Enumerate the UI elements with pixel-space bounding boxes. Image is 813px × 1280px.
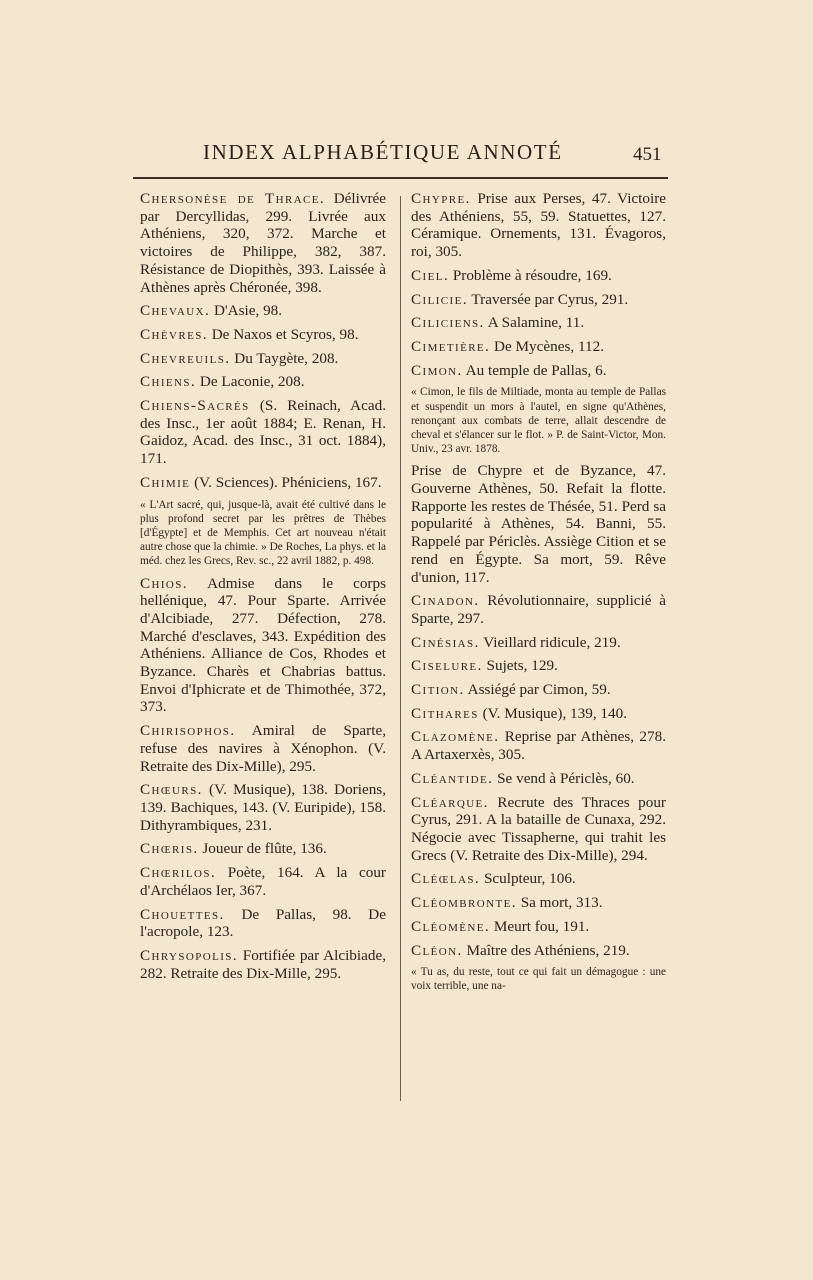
index-entry bbox=[140, 864, 386, 899]
index-entry bbox=[411, 942, 666, 960]
running-header: INDEX ALPHABÉTIQUE ANNOTÉ bbox=[203, 140, 563, 164]
index-entry bbox=[411, 362, 666, 380]
entry-headword: Chiens. bbox=[140, 373, 197, 391]
entry-headword: Chios. bbox=[140, 574, 188, 592]
index-entry bbox=[140, 350, 386, 368]
entry-text: Prise aux Perses, 47. Victoire des Athéniens, 55, 59. Statuettes, 127. Céramique. Ornements, 131. Évagoros, roi, 305. bbox=[411, 190, 666, 261]
entry-headword: Chirisophos. bbox=[140, 722, 236, 740]
entry-continuation: Prise de Chypre et de Byzance, 47. Gouverne Athènes, 50. Refait la flotte. Rapporte les restes de Thésée, 51. Perd sa popularité à Athènes, 54. Banni, 55. Rappelé par Périclès. Assiège Cition et se rend en Égypte. Sa mort, 59. Rêve d'union, 117. bbox=[411, 462, 666, 586]
entry-text: Sa mort, 313. bbox=[516, 894, 603, 912]
entry-headword: Chœrilos. bbox=[140, 864, 217, 882]
header-rule bbox=[133, 177, 668, 179]
column-divider bbox=[400, 196, 401, 1101]
entry-headword: Cléarque. bbox=[411, 793, 489, 811]
entry-headword: Ciliciens. bbox=[411, 314, 485, 332]
index-entry bbox=[411, 657, 666, 675]
entry-headword: Cléantide. bbox=[411, 769, 494, 787]
entry-headword: Chypre. bbox=[411, 190, 471, 207]
entry-headword: Cimetière. bbox=[411, 337, 491, 355]
entry-text: Révolutionnaire, supplicié à Sparte, 297. bbox=[411, 592, 666, 627]
entry-text: Au temple de Pallas, 6. bbox=[462, 361, 607, 379]
entry-headword: Chrysopolis. bbox=[140, 946, 238, 964]
entry-text: Assiégé par Cimon, 59. bbox=[464, 681, 611, 699]
index-entry bbox=[411, 291, 666, 309]
entry-text: Maître des Athéniens, 219. bbox=[462, 941, 630, 959]
index-entry bbox=[140, 397, 386, 468]
entry-headword: Chèvres. bbox=[140, 325, 208, 343]
index-entry bbox=[411, 870, 666, 888]
index-entry bbox=[411, 314, 666, 332]
left-column bbox=[140, 190, 386, 988]
entry-text: D'Asie, 98. bbox=[210, 302, 283, 320]
entry-headword: Chouettes. bbox=[140, 905, 225, 923]
entry-headword: Ciel. bbox=[411, 266, 450, 284]
index-entry bbox=[411, 918, 666, 936]
entry-text: Joueur de flûte, 136. bbox=[198, 840, 327, 858]
entry-text: Admise dans le corps hellénique, 47. Pour Sparte. Arrivée d'Alcibiade, 277. Défection, 278. Marché d'esclaves, 343. Expédition des Athéniens. Alliance de Cos, Rhodes et Byzance. Charès et Chabrias battus. Envoi d'Iphicrate et de Thimothée, 372, 373. bbox=[140, 574, 386, 716]
entry-text: De Pallas, 98. De l'acropole, 123. bbox=[140, 905, 386, 941]
entry-headword: Ciselure. bbox=[411, 657, 483, 675]
entry-headword: Chiens-Sacrés bbox=[140, 397, 250, 415]
index-entry bbox=[140, 840, 386, 858]
index-entry bbox=[411, 681, 666, 699]
index-entry bbox=[140, 302, 386, 320]
index-entry bbox=[411, 592, 666, 627]
index-entry bbox=[411, 728, 666, 763]
entry-quotation-note: « L'Art sacré, qui, jusque-là, avait été cultivé dans le plus profond secret par les prêtres de Thèbes [d'Égypte] et de Memphis. Cet art nouveau n'était autre chose que la chimie. » De Roches, La phys. et la méd. chez les Grecs, Rev. sc., 22 avril 1882, p. 498. bbox=[140, 498, 386, 568]
index-entry bbox=[140, 781, 386, 834]
entry-headword: Cition. bbox=[411, 681, 465, 699]
index-entry bbox=[411, 794, 666, 865]
entry-quotation-note: « Cimon, le fils de Miltiade, monta au temple de Pallas et suspendit un mors à l'autel, en signe qu'Athènes, renonçant aux combats de terre, allait descendre de cheval et s'élancer sur le flot. » P. de Saint-Victor, Mon. Univ., 23 avr. 1878. bbox=[411, 386, 666, 456]
entry-headword: Cléon. bbox=[411, 941, 463, 959]
index-entry bbox=[140, 474, 386, 492]
entry-text: (S. Reinach, Acad. des Insc., 1er août 1884; E. Renan, H. Gaidoz, Acad. des Insc., 31 oct. 1884), 171. bbox=[140, 397, 386, 468]
entry-text: Se vend à Périclès, 60. bbox=[493, 769, 635, 787]
index-entry bbox=[140, 326, 386, 344]
entry-text: (V. Musique), 139, 140. bbox=[478, 704, 627, 722]
entry-text: Poète, 164. A la cour d'Archélaos Ier, 367. bbox=[140, 864, 386, 899]
entry-headword: Cléomène. bbox=[411, 917, 491, 935]
entry-headword: Chevreuils. bbox=[140, 349, 231, 367]
entry-headword: Chœurs. bbox=[140, 781, 203, 799]
page-number: 451 bbox=[633, 144, 662, 165]
entry-headword: Clazomène. bbox=[411, 728, 500, 746]
entry-text: Vieillard ridicule, 219. bbox=[479, 633, 621, 651]
index-entry bbox=[411, 267, 666, 285]
entry-headword: Cimon. bbox=[411, 361, 463, 379]
index-entry bbox=[411, 190, 666, 261]
entry-headword: Cithares bbox=[411, 704, 479, 722]
entry-text: Amiral de Sparte, refuse des navires à Xénophon. (V. Retraite des Dix-Mille), 295. bbox=[140, 722, 386, 775]
entry-text: Du Taygète, 208. bbox=[230, 349, 339, 367]
entry-headword: Chimie bbox=[140, 473, 191, 491]
entry-headword: Cinadon. bbox=[411, 592, 480, 610]
entry-text: Problème à résoudre, 169. bbox=[449, 266, 612, 284]
index-entry bbox=[140, 947, 386, 982]
index-entry bbox=[411, 634, 666, 652]
entry-text: Fortifiée par Alcibiade, 282. Retraite des Dix-Mille, 295. bbox=[140, 946, 386, 982]
entry-text: Meurt fou, 191. bbox=[490, 917, 590, 935]
entry-text: Recrute des Thraces pour Cyrus, 291. A la bataille de Cunaxa, 292. Négocie avec Tissapherne, qui trahit les Grecs (V. Retraite des Dix-Mille), 294. bbox=[411, 793, 666, 864]
entry-text: De Naxos et Scyros, 98. bbox=[207, 325, 359, 343]
entry-headword: Cilicie. bbox=[411, 290, 468, 308]
index-entry bbox=[140, 722, 386, 775]
entry-headword: Cinésias. bbox=[411, 633, 480, 651]
entry-text: De Mycènes, 112. bbox=[490, 337, 604, 355]
entry-text: Reprise par Athènes, 278. A Artaxerxès, 305. bbox=[411, 728, 666, 764]
entry-text: (V. Sciences). Phéniciens, 167. bbox=[190, 473, 382, 491]
entry-text: Délivrée par Dercyllidas, 299. Livrée aux Athéniens, 320, 372. Marche et victoires de Philippe, 382, 387. Résistance de Diopithès, 393. Laissée à Athènes après Chéronée, 398. bbox=[140, 190, 386, 296]
index-entry bbox=[411, 770, 666, 788]
index-entry bbox=[411, 894, 666, 912]
entry-quotation-note: « Tu as, du reste, tout ce qui fait un démagogue : une voix terrible, une na- bbox=[411, 966, 666, 993]
index-entry bbox=[140, 906, 386, 941]
entry-headword: Chersonèse de Thrace. bbox=[140, 190, 326, 207]
right-column bbox=[411, 190, 666, 1000]
index-entry bbox=[411, 338, 666, 356]
entry-text: Sujets, 129. bbox=[482, 657, 558, 675]
entry-text: Traversée par Cyrus, 291. bbox=[467, 290, 629, 308]
index-entry bbox=[411, 705, 666, 723]
index-entry bbox=[140, 575, 386, 717]
index-entry bbox=[140, 190, 386, 296]
entry-text: A Salamine, 11. bbox=[484, 314, 585, 332]
entry-headword: Chœris. bbox=[140, 840, 199, 858]
entry-headword: Chevaux. bbox=[140, 302, 211, 320]
entry-text: De Laconie, 208. bbox=[196, 373, 305, 391]
entry-headword: Cléombronte. bbox=[411, 894, 517, 912]
entry-text: (V. Musique), 138. Doriens, 139. Bachiques, 143. (V. Euripide), 158. Dithyrambiques, 231. bbox=[140, 781, 386, 834]
index-entry bbox=[140, 373, 386, 391]
entry-text: Sculpteur, 106. bbox=[480, 870, 576, 888]
entry-headword: Cléœlas. bbox=[411, 870, 481, 888]
